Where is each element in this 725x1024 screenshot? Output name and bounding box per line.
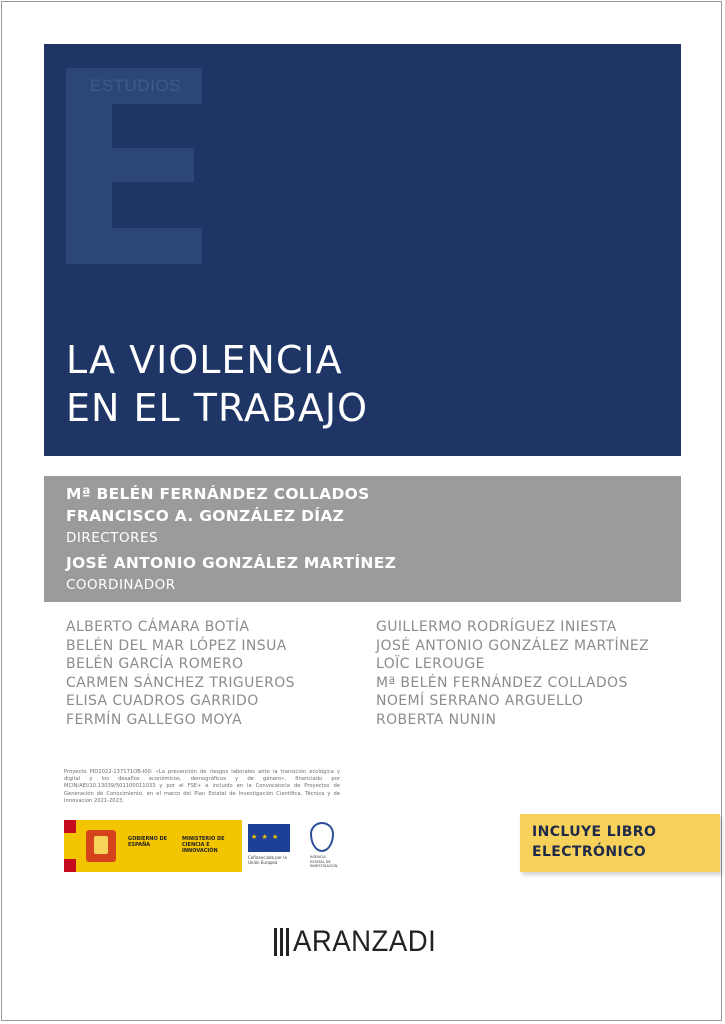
spain-flag-icon — [64, 820, 76, 872]
author-name: BELÉN GARCÍA ROMERO — [66, 656, 244, 673]
directors-role: DIRECTORES — [66, 530, 159, 546]
eu-logo — [248, 824, 294, 870]
author-name: Mª BELÉN FERNÁNDEZ COLLADOS — [376, 674, 628, 691]
ebook-badge-line-1: INCLUYE LIBRO — [532, 824, 657, 840]
aei-logo — [310, 822, 340, 872]
ebook-badge — [520, 814, 720, 872]
director-name-2: FRANCISCO A. GONZÁLEZ DÍAZ — [66, 507, 345, 525]
coat-of-arms-icon — [86, 830, 116, 862]
author-name: CARMEN SÁNCHEZ TRIGUEROS — [66, 674, 295, 691]
aei-caption: AGENCIA ESTATAL DE INVESTIGACIÓN — [310, 855, 338, 868]
coordinator-name: JOSÉ ANTONIO GONZÁLEZ MARTÍNEZ — [66, 554, 397, 572]
author-name: FERMÍN GALLEGO MOYA — [66, 711, 242, 728]
gobierno-label: GOBIERNO DE ESPAÑA — [128, 836, 168, 848]
authors-left-column — [66, 618, 295, 730]
eu-caption: Cofinanciado por la Unión Europea — [248, 855, 287, 865]
author-name: LOÏC LEROUGE — [376, 656, 485, 673]
authors-right-column — [376, 618, 649, 730]
book-title-line-1: LA VIOLENCIA — [66, 338, 343, 382]
author-name: JOSÉ ANTONIO GONZÁLEZ MARTÍNEZ — [376, 637, 650, 654]
author-name: ROBERTA NUNIN — [376, 711, 497, 728]
series-e-logo — [66, 68, 202, 264]
book-title-line-2: EN EL TRABAJO — [66, 386, 369, 430]
gobierno-ministerio-logo — [64, 820, 242, 872]
funding-note: Proyecto PID2022-137171OB-I00: «La prevención de riesgos laborales ante la transición ecológica y digital y los desafíos económicos, demográficos y de género», financiado por MCIN/AEI/10.13039/501100011033 y por el FSE+ e incluido en la Convocatoria de Proyectos de Generación de Conocimiento, en el marco del Plan Estatal de Investigación Científica, Técnica y de Innovación 2021-2023. — [64, 769, 340, 804]
ebook-badge-line-2: ELECTRÓNICO — [532, 844, 647, 860]
author-name: GUILLERMO RODRÍGUEZ INIESTA — [376, 619, 617, 635]
author-name: ELISA CUADROS GARRIDO — [66, 693, 259, 710]
series-label: ESTUDIOS — [90, 76, 181, 95]
author-name: NOEMÍ SERRANO ARGUELLO — [376, 693, 584, 710]
author-name: BELÉN DEL MAR LÓPEZ INSUA — [66, 637, 287, 654]
publisher-logo — [274, 922, 449, 962]
director-name-1: Mª BELÉN FERNÁNDEZ COLLADOS — [66, 485, 370, 503]
coordinator-role: COORDINADOR — [66, 577, 176, 593]
publisher-bars-icon — [274, 928, 289, 956]
eu-flag-icon — [248, 824, 290, 852]
funder-logos — [64, 818, 344, 874]
ministerio-label: MINISTERIO DE CIENCIA E INNOVACIÓN — [182, 836, 225, 854]
author-name: ALBERTO CÁMARA BOTÍA — [66, 619, 250, 635]
publisher-name: ARANZADI — [293, 925, 437, 958]
book-title — [66, 336, 666, 432]
aei-mark-icon — [310, 822, 334, 852]
